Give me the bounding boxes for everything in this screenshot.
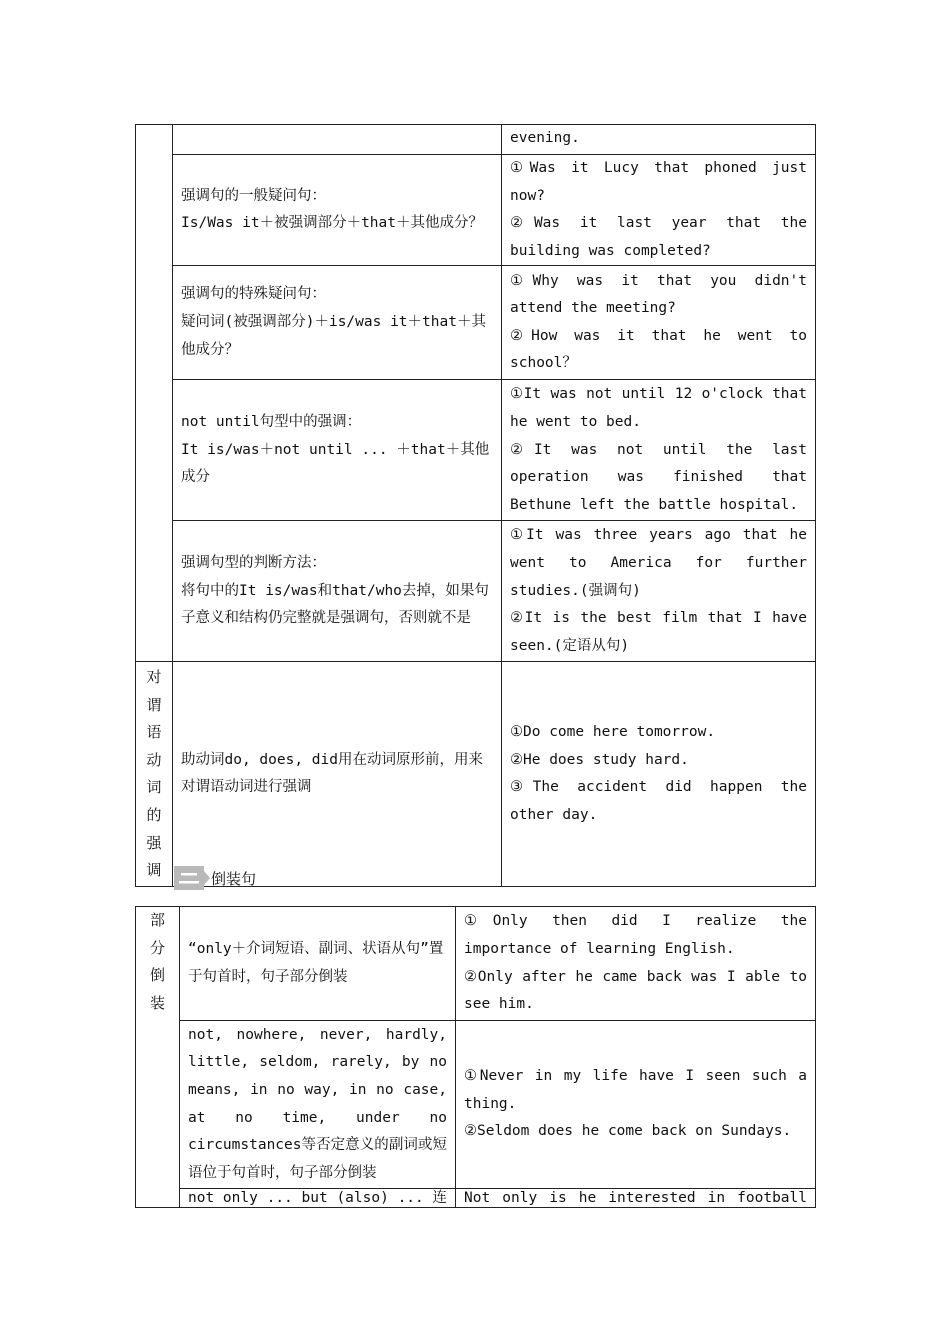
table-row	[136, 907, 816, 1021]
desc-cell: 强调句的一般疑问句： Is/Was it＋被强调部分＋that＋其他成分？	[173, 155, 502, 266]
example-cell: Not only is he interested in football	[456, 1189, 816, 1208]
table-row	[136, 1021, 816, 1189]
section-heading	[174, 866, 256, 890]
example-cell: ①Why was it that you didn't attend the meeting? ②How was it that he went to school？	[502, 266, 816, 380]
table-row	[136, 155, 816, 266]
example-cell: ①It was three years ago that he went to America for further studies.(强调句) ②It is the best film that I have seen.(定语从句)	[502, 521, 816, 662]
category-cell-continued	[136, 125, 173, 662]
table-row	[136, 1189, 816, 1208]
desc-cell	[173, 125, 502, 155]
table-row	[136, 521, 816, 662]
desc-cell: 助动词do, does, did用在动词原形前，用来对谓语动词进行强调	[173, 662, 502, 887]
table-row	[136, 266, 816, 380]
example-cell: ①Never in my life have I seen such a thing. ②Seldom does he come back on Sundays.	[456, 1021, 816, 1189]
category-cell: 对 谓 语 动 词 的 强 调	[136, 662, 173, 887]
example-cell: ①Do come here tomorrow. ②He does study hard. ③The accident did happen the other day.	[502, 662, 816, 887]
desc-cell: not until句型中的强调： It is/was＋not until ... ＋that＋其他成分	[173, 380, 502, 521]
category-cell: 部 分 倒 装	[136, 907, 180, 1208]
table-row	[136, 125, 816, 155]
example-cell: ①Was it Lucy that phoned just now? ②Was it last year that the building was completed?	[502, 155, 816, 266]
section-arrow-icon	[204, 871, 210, 885]
desc-cell: not only ... but (also) ... 连	[180, 1189, 456, 1208]
example-cell: ①Only then did I realize the importance of learning English. ②Only after he came back was I able to see him.	[456, 907, 816, 1021]
inversion-table	[135, 906, 816, 1208]
section-title: 倒装句	[211, 869, 257, 888]
emphasis-table	[135, 124, 816, 887]
section-number-badge	[174, 866, 204, 890]
table-row	[136, 662, 816, 887]
table-row	[136, 380, 816, 521]
desc-cell: “only＋介词短语、副词、状语从句”置于句首时，句子部分倒装	[180, 907, 456, 1021]
example-cell: ①It was not until 12 o'clock that he went to bed. ②It was not until the last operation was finished that Bethune left the battle hospital.	[502, 380, 816, 521]
desc-cell: 强调句的特殊疑问句： 疑问词(被强调部分)＋is/was it＋that＋其他成分？	[173, 266, 502, 380]
desc-cell: 强调句型的判断方法： 将句中的It is/was和that/who去掉，如果句子意义和结构仍完整就是强调句，否则就不是	[173, 521, 502, 662]
section-number-glyph	[178, 870, 200, 886]
desc-cell: not, nowhere, never, hardly, little, seldom, rarely, by no means, in no way, in no case, at no time, under no circumstances等否定意义的副词或短语位于句首时，句子部分倒装	[180, 1021, 456, 1189]
example-cell: evening.	[502, 125, 816, 155]
